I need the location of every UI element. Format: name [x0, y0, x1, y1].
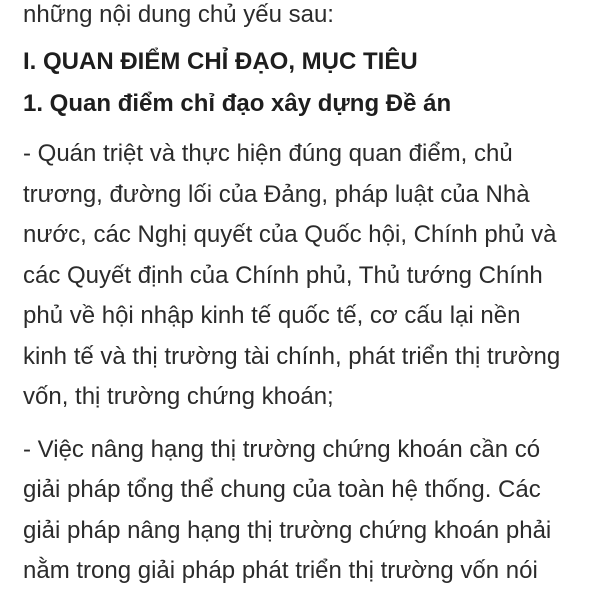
intro-text: những nội dung chủ yếu sau: [23, 1, 334, 28]
paragraph-line: nước, các Nghị quyết của Quốc hội, Chính phủ và [23, 221, 557, 248]
paragraph-line: giải pháp tổng thể chung của toàn hệ thống. Các [23, 476, 541, 503]
paragraph-1 [23, 134, 588, 418]
paragraph-line: - Quán triệt và thực hiện đúng quan điểm, chủ [23, 140, 513, 167]
paragraph-line: - Việc nâng hạng thị trường chứng khoán cần có [23, 435, 541, 463]
paragraph-line: vốn, thị trường chứng khoán; [23, 383, 334, 410]
paragraph-line: phủ về hội nhập kinh tế quốc tế, cơ cấu lại nền [23, 302, 521, 329]
subsection-heading: 1. Quan điểm chỉ đạo xây dựng Đề án [23, 90, 452, 117]
paragraph-line: nằm trong giải pháp phát triển thị trường vốn nói [23, 557, 538, 584]
paragraph-line: trương, đường lối của Đảng, pháp luật của Nhà [23, 180, 530, 208]
paragraph-line: kinh tế và thị trường tài chính, phát triển thị trường [23, 342, 561, 370]
section-heading: I. QUAN ĐIỂM CHỈ ĐẠO, MỤC TIÊU [23, 48, 418, 75]
paragraph-2 [23, 430, 588, 592]
paragraph-line: các Quyết định của Chính phủ, Thủ tướng Chính [23, 261, 543, 289]
paragraph-line: giải pháp nâng hạng thị trường chứng khoán phải [23, 516, 552, 544]
